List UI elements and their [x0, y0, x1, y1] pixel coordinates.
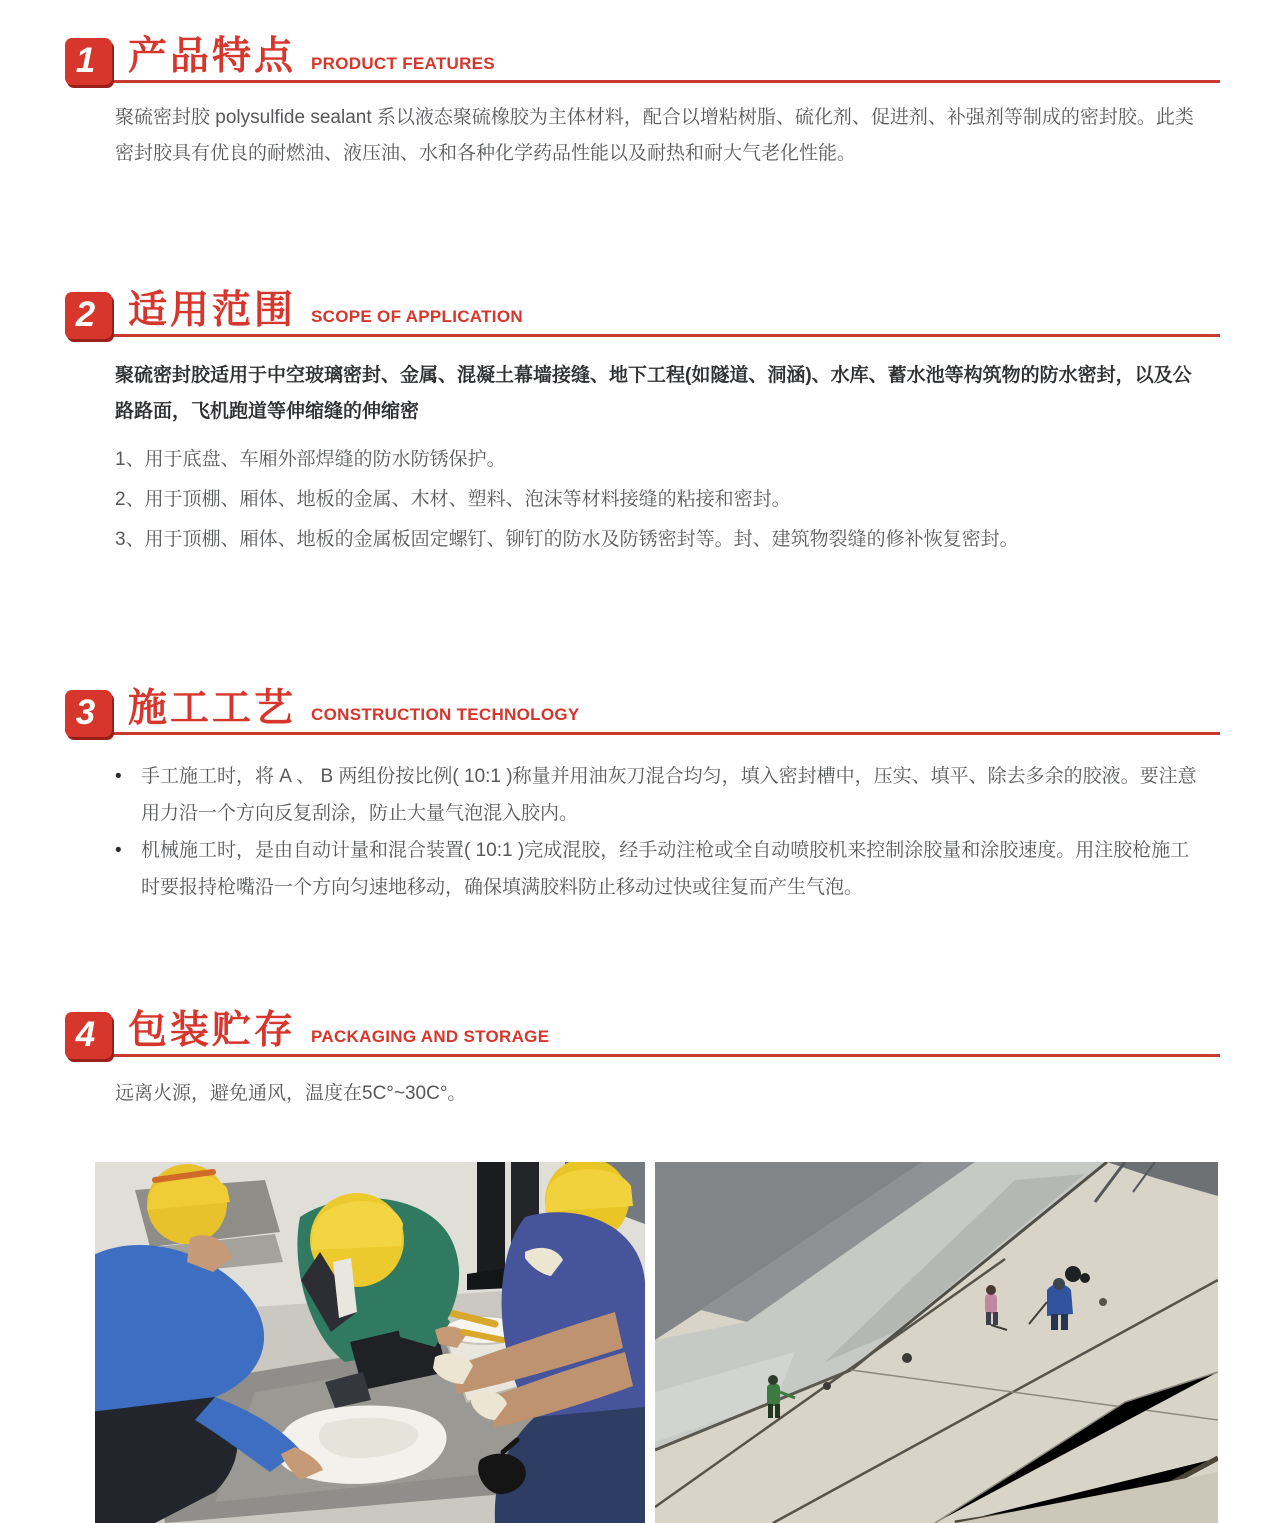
photo-row [95, 1162, 1220, 1523]
photo-workers-mixing-sealant [95, 1162, 645, 1523]
bullet-item [115, 758, 1198, 832]
section-2-header [65, 290, 1220, 339]
section-2-title-rule [112, 290, 1220, 337]
list-item: 2、用于顶棚、厢体、地板的金属、木材、塑料、泡沫等材料接缝的粘接和密封。 [115, 488, 791, 510]
section-number-badge: 2 [65, 292, 112, 339]
application-list [115, 443, 1198, 556]
section-number-badge: 4 [65, 1012, 112, 1059]
section-title-en: PRODUCT FEATURES [311, 53, 495, 73]
bullet-icon: • [115, 839, 122, 861]
list-item: 1、用于底盘、车厢外部焊缝的防水防锈保护。 [115, 448, 506, 470]
section-3-title-rule [112, 688, 1220, 735]
section-title-zh: 产品特点 [128, 35, 297, 78]
section-1-title-rule [112, 36, 1220, 83]
section-scope-of-application [65, 290, 1220, 556]
section-3-header [65, 688, 1220, 737]
section-number-badge: 1 [65, 38, 112, 85]
bullet-text: 机械施工时，是由自动计量和混合装置( 10:1 )完成混胶，经手动注枪或全自动喷胶机来控制涂胶量和涂胶速度。用注胶枪施工时要报持枪嘴沿一个方向匀速地移动，确保填满胶料防止移动过快或往复而产生气泡。 [141, 839, 1190, 898]
section-product-features [65, 36, 1220, 172]
section-title-en: SCOPE OF APPLICATION [311, 307, 523, 327]
section-3-body [65, 758, 1220, 906]
section-2-body [65, 358, 1220, 556]
section-title-zh: 适用范围 [128, 288, 297, 332]
section-4-header [65, 1010, 1220, 1059]
paragraph: 远离火源，避免通风，温度在5C°~30C°。 [115, 1082, 467, 1104]
section-title-en: PACKAGING AND STORAGE [311, 1027, 550, 1047]
bullet-item [115, 832, 1198, 906]
section-number-badge: 3 [65, 690, 112, 737]
section-title-zh: 施工工艺 [128, 686, 297, 730]
section-1-header [65, 36, 1220, 85]
section-4-body [65, 1076, 1220, 1112]
lead-paragraph: 聚硫密封胶适用于中空玻璃密封、金属、混凝土幕墙接缝、地下工程(如隧道、洞涵)、水库、蓄水池等构筑物的防水密封，以及公路路面，飞机跑道等伸缩缝的伸缩密 [115, 364, 1192, 422]
section-4-title-rule [112, 1010, 1220, 1057]
paragraph: 聚硫密封胶 polysulfide sealant 系以液态聚硫橡胶为主体材料，配合以增粘树脂、硫化剂、促进剂、补强剂等制成的密封胶。此类密封胶具有优良的耐燃油、液压油、水和各种化学药品性能以及耐热和耐大气老化性能。 [115, 106, 1194, 164]
section-1-body [65, 100, 1220, 172]
photo-concrete-slope-joints [655, 1162, 1218, 1523]
section-construction-technology [65, 688, 1220, 906]
bullet-text: 手工施工时，将 A 、 B 两组份按比例( 10:1 )称量并用油灰刀混合均匀，填入密封槽中，压实、填平、除去多余的胶液。要注意用力沿一个方向反复刮涂，防止大量气泡混入胶内。 [141, 765, 1197, 824]
bullet-icon: • [115, 765, 122, 787]
list-item: 3、用于顶棚、厢体、地板的金属板固定螺钉、铆钉的防水及防锈密封等。封、建筑物裂缝的修补恢复密封。 [115, 528, 1019, 550]
section-title-zh: 包装贮存 [128, 1008, 297, 1052]
section-packaging-and-storage [65, 1010, 1220, 1112]
section-title-en: CONSTRUCTION TECHNOLOGY [311, 705, 580, 725]
